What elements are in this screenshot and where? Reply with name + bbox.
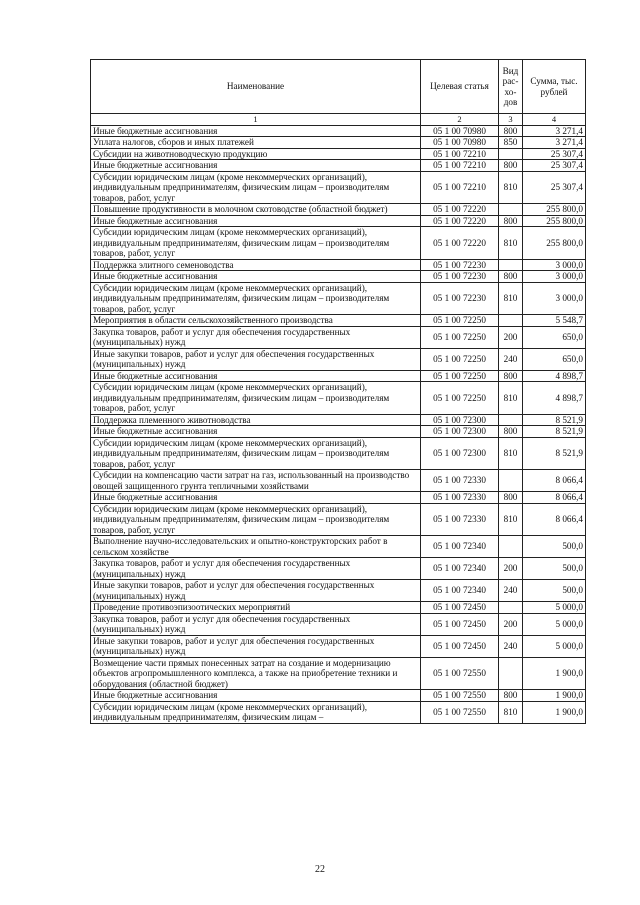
code-cell: 05 1 00 72330 — [421, 470, 499, 492]
name-cell: Иные бюджетные ассигнования — [91, 160, 421, 172]
code-cell: 05 1 00 72230 — [421, 271, 499, 283]
code-cell: 05 1 00 72340 — [421, 536, 499, 558]
header-sum: Сумма, тыс. рублей — [523, 60, 586, 114]
table-row — [91, 125, 586, 137]
sum-cell: 500,0 — [523, 558, 586, 580]
name-cell: Иные закупки товаров, работ и услуг для обеспечения государственных (муниципальных) нужд — [91, 348, 421, 370]
sum-cell: 8 066,4 — [523, 470, 586, 492]
table-row — [91, 635, 586, 657]
name-cell: Субсидии на животноводческую продукцию — [91, 148, 421, 160]
sum-cell: 8 066,4 — [523, 492, 586, 504]
name-cell: Возмещение части прямых понесенных затрат на создание и модернизацию объектов агропромышленного комплекса, а также на приобретение техники и оборудования (областной бюджет) — [91, 657, 421, 690]
table-row — [91, 426, 586, 438]
type-cell — [499, 414, 523, 426]
table-row — [91, 613, 586, 635]
sum-cell: 8 521,9 — [523, 414, 586, 426]
sum-cell: 500,0 — [523, 536, 586, 558]
code-cell: 05 1 00 72250 — [421, 370, 499, 382]
name-cell: Субсидии юридическим лицам (кроме некоммерческих организаций), индивидуальным предпринимателям, физическим лицам – производителям товаров, работ, услуг — [91, 437, 421, 470]
code-cell: 05 1 00 70980 — [421, 125, 499, 137]
type-cell — [499, 315, 523, 327]
sum-cell: 650,0 — [523, 348, 586, 370]
type-cell: 800 — [499, 426, 523, 438]
table-row — [91, 160, 586, 172]
type-cell — [499, 470, 523, 492]
name-cell: Закупка товаров, работ и услуг для обеспечения государственных (муниципальных) нужд — [91, 558, 421, 580]
code-cell: 05 1 00 72550 — [421, 690, 499, 702]
type-cell: 810 — [499, 503, 523, 536]
type-cell: 200 — [499, 558, 523, 580]
sum-cell: 3 000,0 — [523, 271, 586, 283]
code-cell: 05 1 00 72250 — [421, 315, 499, 327]
type-cell: 810 — [499, 227, 523, 260]
sum-cell: 8 066,4 — [523, 503, 586, 536]
sum-cell: 8 521,9 — [523, 426, 586, 438]
code-cell: 05 1 00 72340 — [421, 558, 499, 580]
code-cell: 05 1 00 72250 — [421, 348, 499, 370]
sum-cell: 25 307,4 — [523, 171, 586, 204]
table-row — [91, 470, 586, 492]
type-cell: 240 — [499, 580, 523, 602]
sum-cell: 4 898,7 — [523, 370, 586, 382]
name-cell: Закупка товаров, работ и услуг для обеспечения государственных (муниципальных) нужд — [91, 613, 421, 635]
sum-cell: 1 900,0 — [523, 657, 586, 690]
sum-cell: 500,0 — [523, 580, 586, 602]
name-cell: Субсидии юридическим лицам (кроме некоммерческих организаций), индивидуальным предпринимателям, физическим лицам – производителям товаров, работ, услуг — [91, 171, 421, 204]
sum-cell: 25 307,4 — [523, 160, 586, 172]
table-row — [91, 137, 586, 149]
name-cell: Закупка товаров, работ и услуг для обеспечения государственных (муниципальных) нужд — [91, 326, 421, 348]
name-cell: Иные бюджетные ассигнования — [91, 690, 421, 702]
type-cell: 800 — [499, 271, 523, 283]
code-cell: 05 1 00 72450 — [421, 613, 499, 635]
code-cell: 05 1 00 72300 — [421, 414, 499, 426]
type-cell: 810 — [499, 171, 523, 204]
name-cell: Иные бюджетные ассигнования — [91, 370, 421, 382]
sum-cell: 255 800,0 — [523, 204, 586, 216]
sum-cell: 3 000,0 — [523, 259, 586, 271]
header-name: Наименование — [91, 60, 421, 114]
index-cell: 4 — [523, 114, 586, 126]
code-cell: 05 1 00 72550 — [421, 701, 499, 723]
type-cell: 800 — [499, 125, 523, 137]
table-row — [91, 315, 586, 327]
type-cell: 800 — [499, 370, 523, 382]
type-cell — [499, 148, 523, 160]
name-cell: Уплата налогов, сборов и иных платежей — [91, 137, 421, 149]
sum-cell: 650,0 — [523, 326, 586, 348]
name-cell: Иные бюджетные ассигнования — [91, 492, 421, 504]
table-row — [91, 215, 586, 227]
table-row — [91, 227, 586, 260]
type-cell: 800 — [499, 492, 523, 504]
name-cell: Иные бюджетные ассигнования — [91, 426, 421, 438]
code-cell: 05 1 00 72450 — [421, 635, 499, 657]
table-row — [91, 271, 586, 283]
table-row — [91, 348, 586, 370]
table-row — [91, 259, 586, 271]
code-cell: 05 1 00 72340 — [421, 580, 499, 602]
table-header-row — [91, 60, 586, 114]
index-cell: 3 — [499, 114, 523, 126]
table-row — [91, 690, 586, 702]
table-row — [91, 282, 586, 315]
header-code: Целевая статья — [421, 60, 499, 114]
name-cell: Проведение противоэпизоотических мероприятий — [91, 602, 421, 614]
sum-cell: 3 000,0 — [523, 282, 586, 315]
sum-cell: 3 271,4 — [523, 125, 586, 137]
name-cell: Субсидии юридическим лицам (кроме некоммерческих организаций), индивидуальным предпринимателям, физическим лицам – — [91, 701, 421, 723]
type-cell: 810 — [499, 382, 523, 415]
sum-cell: 255 800,0 — [523, 215, 586, 227]
index-cell: 2 — [421, 114, 499, 126]
code-cell: 05 1 00 72300 — [421, 426, 499, 438]
table-row — [91, 536, 586, 558]
type-cell: 810 — [499, 701, 523, 723]
code-cell: 05 1 00 72220 — [421, 215, 499, 227]
table-row — [91, 326, 586, 348]
table-row — [91, 492, 586, 504]
sum-cell: 5 000,0 — [523, 602, 586, 614]
code-cell: 05 1 00 72210 — [421, 160, 499, 172]
sum-cell: 1 900,0 — [523, 701, 586, 723]
name-cell: Субсидии на компенсацию части затрат на газ, использованный на производство овощей защищенного грунта тепличными хозяйствами — [91, 470, 421, 492]
code-cell: 05 1 00 72230 — [421, 259, 499, 271]
name-cell: Иные закупки товаров, работ и услуг для обеспечения государственных (муниципальных) нужд — [91, 580, 421, 602]
name-cell: Субсидии юридическим лицам (кроме некоммерческих организаций), индивидуальным предпринимателям, физическим лицам – производителям товаров, работ, услуг — [91, 227, 421, 260]
name-cell: Иные бюджетные ассигнования — [91, 125, 421, 137]
code-cell: 05 1 00 72220 — [421, 204, 499, 216]
page-number: 22 — [315, 864, 325, 875]
type-cell — [499, 536, 523, 558]
budget-table-page — [90, 59, 585, 724]
code-cell: 05 1 00 72330 — [421, 503, 499, 536]
table-row — [91, 171, 586, 204]
type-cell: 200 — [499, 326, 523, 348]
table-row — [91, 503, 586, 536]
table-row — [91, 602, 586, 614]
type-cell: 240 — [499, 635, 523, 657]
table-row — [91, 558, 586, 580]
table-index-row — [91, 114, 586, 126]
index-cell: 1 — [91, 114, 421, 126]
table-row — [91, 204, 586, 216]
sum-cell: 25 307,4 — [523, 148, 586, 160]
name-cell: Повышение продуктивности в молочном скотоводстве (областной бюджет) — [91, 204, 421, 216]
code-cell: 05 1 00 72330 — [421, 492, 499, 504]
table-row — [91, 701, 586, 723]
type-cell: 800 — [499, 160, 523, 172]
type-cell — [499, 657, 523, 690]
type-cell: 810 — [499, 282, 523, 315]
sum-cell: 3 271,4 — [523, 137, 586, 149]
sum-cell: 255 800,0 — [523, 227, 586, 260]
code-cell: 05 1 00 72210 — [421, 148, 499, 160]
budget-table — [90, 59, 586, 724]
name-cell: Иные закупки товаров, работ и услуг для обеспечения государственных (муниципальных) нужд — [91, 635, 421, 657]
type-cell — [499, 204, 523, 216]
name-cell: Субсидии юридическим лицам (кроме некоммерческих организаций), индивидуальным предпринимателям, физическим лицам – производителям товаров, работ, услуг — [91, 503, 421, 536]
code-cell: 05 1 00 72220 — [421, 227, 499, 260]
name-cell: Выполнение научно-исследовательских и опытно-конструкторских работ в сельском хозяйстве — [91, 536, 421, 558]
sum-cell: 4 898,7 — [523, 382, 586, 415]
sum-cell: 5 548,7 — [523, 315, 586, 327]
name-cell: Поддержка племенного животноводства — [91, 414, 421, 426]
type-cell — [499, 259, 523, 271]
table-body — [91, 125, 586, 723]
code-cell: 05 1 00 72250 — [421, 326, 499, 348]
header-type: Вид рас-хо-дов — [499, 60, 523, 114]
name-cell: Мероприятия в области сельскохозяйственного производства — [91, 315, 421, 327]
table-row — [91, 382, 586, 415]
name-cell: Субсидии юридическим лицам (кроме некоммерческих организаций), индивидуальным предпринимателям, физическим лицам – производителям товаров, работ, услуг — [91, 282, 421, 315]
table-row — [91, 657, 586, 690]
sum-cell: 8 521,9 — [523, 437, 586, 470]
table-row — [91, 437, 586, 470]
name-cell: Иные бюджетные ассигнования — [91, 271, 421, 283]
code-cell: 05 1 00 72450 — [421, 602, 499, 614]
code-cell: 05 1 00 72230 — [421, 282, 499, 315]
type-cell: 240 — [499, 348, 523, 370]
code-cell: 05 1 00 72300 — [421, 437, 499, 470]
code-cell: 05 1 00 72210 — [421, 171, 499, 204]
table-row — [91, 148, 586, 160]
table-row — [91, 414, 586, 426]
sum-cell: 5 000,0 — [523, 613, 586, 635]
code-cell: 05 1 00 70980 — [421, 137, 499, 149]
type-cell: 800 — [499, 690, 523, 702]
type-cell: 200 — [499, 613, 523, 635]
type-cell: 850 — [499, 137, 523, 149]
code-cell: 05 1 00 72550 — [421, 657, 499, 690]
type-cell: 800 — [499, 215, 523, 227]
type-cell: 810 — [499, 437, 523, 470]
name-cell: Поддержка элитного семеноводства — [91, 259, 421, 271]
name-cell: Иные бюджетные ассигнования — [91, 215, 421, 227]
code-cell: 05 1 00 72250 — [421, 382, 499, 415]
sum-cell: 5 000,0 — [523, 635, 586, 657]
table-row — [91, 370, 586, 382]
sum-cell: 1 900,0 — [523, 690, 586, 702]
name-cell: Субсидии юридическим лицам (кроме некоммерческих организаций), индивидуальным предпринимателям, физическим лицам – производителям товаров, работ, услуг — [91, 382, 421, 415]
table-row — [91, 580, 586, 602]
type-cell — [499, 602, 523, 614]
